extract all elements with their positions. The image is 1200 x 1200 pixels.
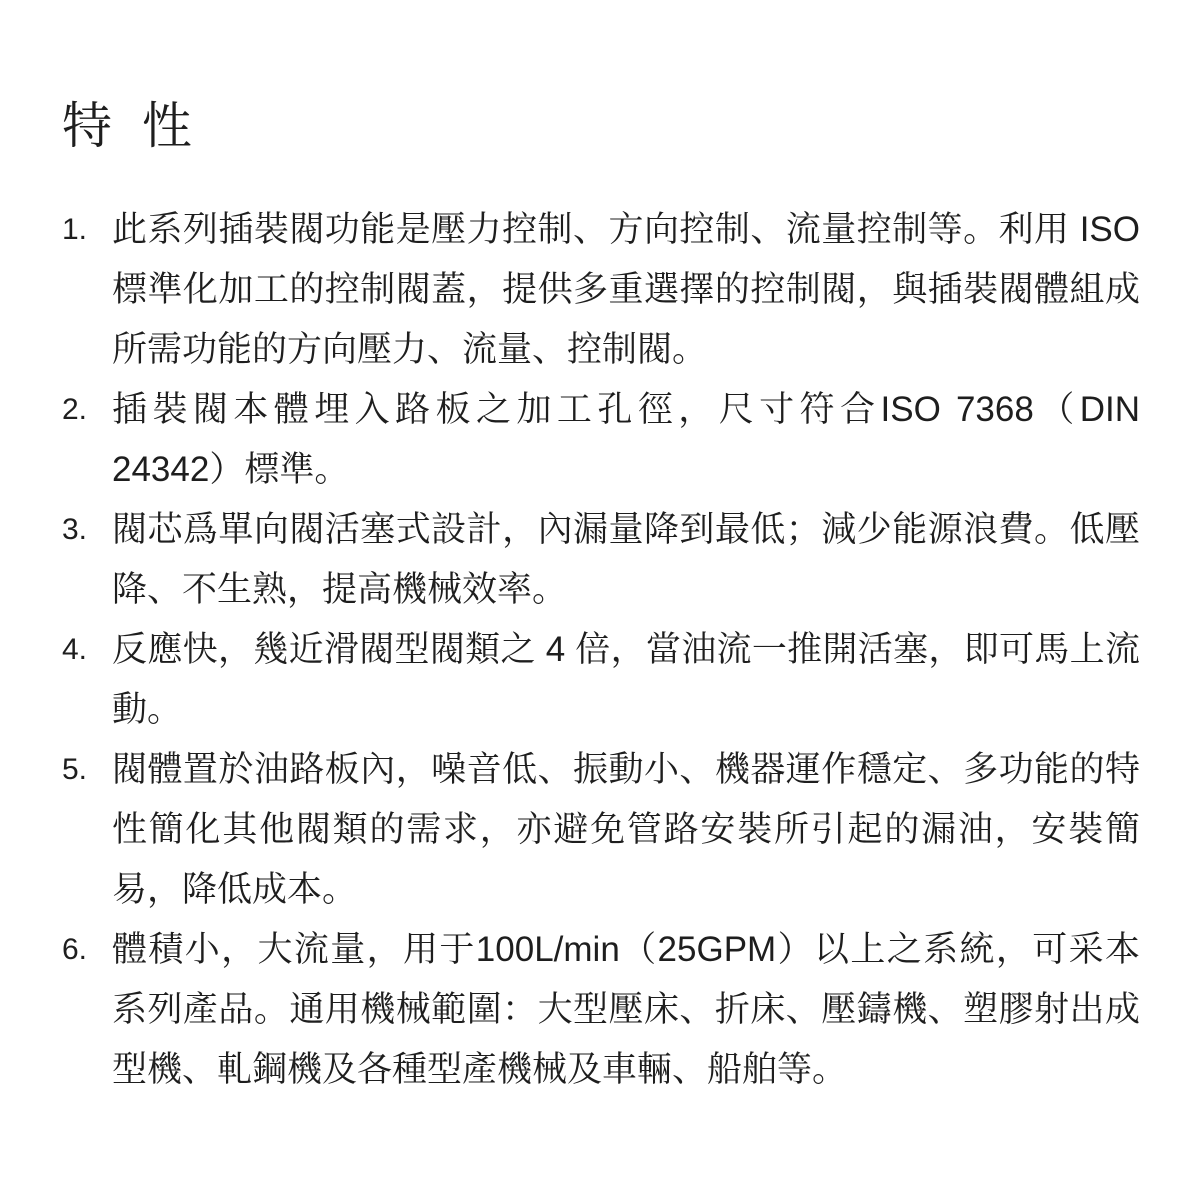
list-item-number: 1. [62,213,88,246]
list-item-number: 2. [62,393,88,426]
list-item-text: 閥體置於油路板內，噪音低、振動小、機器運作穩定、多功能的特性簡化其他閥類的需求，亦避免管路安裝所引起的漏油，安裝簡易，降低成本。 [112,750,1140,909]
list-item-text: 此系列插裝閥功能是壓力控制、方向控制、流量控制等。利用 ISO 標準化加工的控制閥蓋，提供多重選擇的控制閥，與插裝閥體組成所需功能的方向壓力、流量、控制閥。 [112,210,1140,369]
list-item [62,920,1140,1100]
list-item [62,740,1140,920]
list-item-text: 插裝閥本體埋入路板之加工孔徑，尺寸符合ISO 7368（DIN 24342）標準。 [112,390,1140,489]
list-item [62,380,1140,500]
page-title: 特 性 [62,98,200,154]
feature-list [62,200,1140,1100]
list-item-text: 反應快，幾近滑閥型閥類之 4 倍，當油流一推開活塞，即可馬上流動。 [112,630,1140,729]
list-item [62,500,1140,620]
list-item [62,200,1140,380]
list-item [62,620,1140,740]
list-item-number: 6. [62,933,88,966]
list-item-number: 4. [62,633,88,666]
list-item-text: 體積小，大流量，用于100L/min（25GPM）以上之系統，可采本系列產品。通用機械範圍：大型壓床、折床、壓鑄機、塑膠射出成型機、軋鋼機及各種型產機械及車輛、船舶等。 [112,930,1140,1089]
list-item-number: 5. [62,753,88,786]
list-item-text: 閥芯爲單向閥活塞式設計，內漏量降到最低；減少能源浪費。低壓降、不生熟，提高機械效率。 [112,510,1140,609]
list-item-number: 3. [62,513,88,546]
